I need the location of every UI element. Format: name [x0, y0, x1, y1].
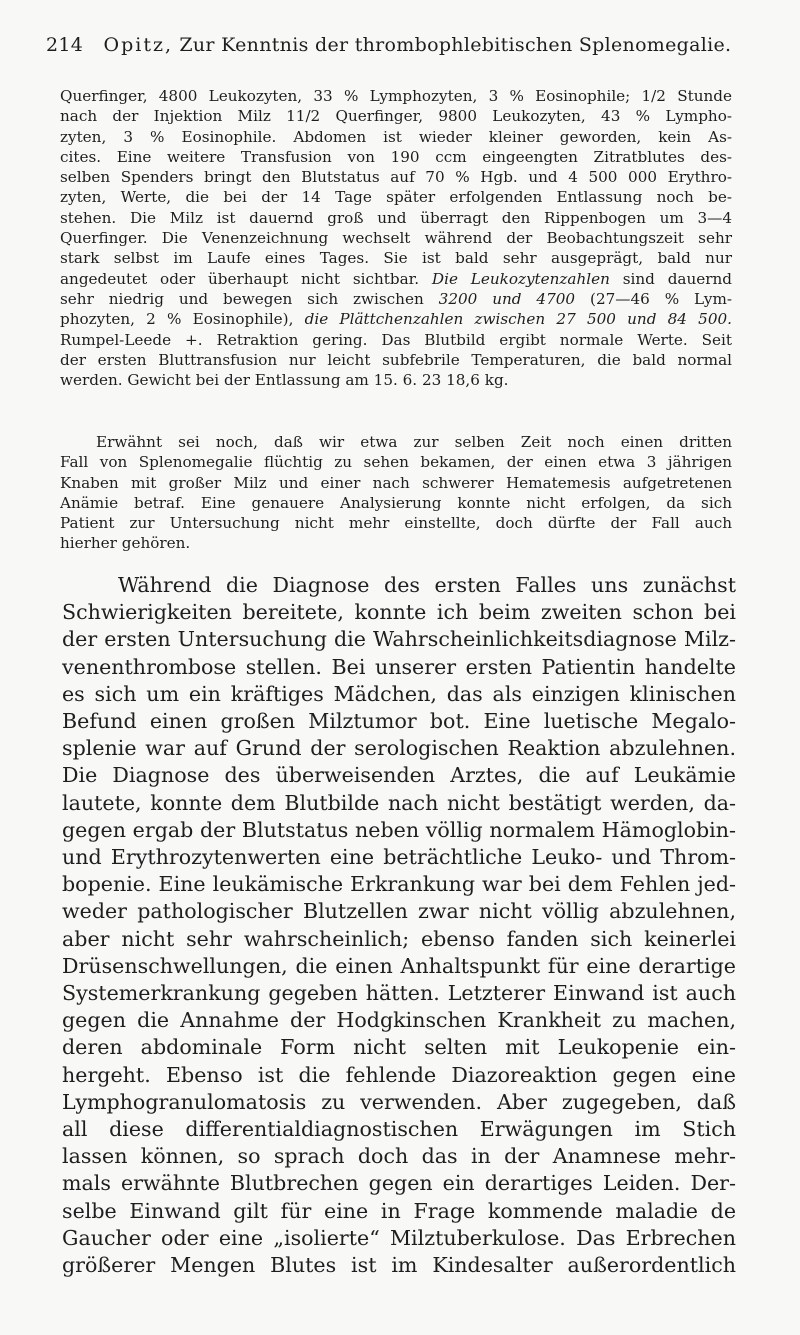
text-line: hierher gehören.: [60, 534, 191, 553]
text-line: Rumpel-Leede +. Retraktion gering. Das Blutbild ergibt normale Werte. Seit: [60, 330, 732, 349]
text-line: Querfinger, 4800 Leukozyten, 33 % Lymphozyten, 3 % Eosinophile; 1/2 Stunde: [60, 87, 732, 105]
text-line: [60, 309, 732, 329]
text-line: selbe Einwand gilt für eine in Frage kommende maladie de: [62, 1198, 736, 1223]
text-line: Während die Diagnose des ersten Falles uns zunächst: [118, 573, 736, 597]
text-line: selben Spenders bringt den Blutstatus auf 70 % Hgb. und 4 500 000 Erythro-: [60, 168, 732, 187]
text-line: stark selbst im Laufe eines Tages. Sie ist bald sehr ausgeprägt, bald nur: [60, 249, 732, 268]
text-line: weder pathologischer Blutzellen zwar nicht völlig abzulehnen,: [62, 899, 736, 924]
text-line: werden. Gewicht bei der Entlassung am 15. 6. 23 18,6 kg.: [60, 371, 509, 390]
emphasis-segment: Die Leukozytenzahlen: [431, 269, 610, 288]
header-author: Opitz,: [103, 34, 174, 56]
text-line: lassen können, so sprach doch das in der Anamnese mehr-: [62, 1144, 736, 1169]
text-line: und Erythrozytenwerten eine beträchtliche Leuko- und Throm-: [62, 845, 736, 870]
text-segment: phozyten, 2 % Eosinophile),: [60, 310, 294, 329]
text-line: aber nicht sehr wahrscheinlich; ebenso fanden sich keinerlei: [62, 926, 736, 951]
text-line: Lymphogranulomatosis zu verwenden. Aber zugegeben, daß: [62, 1089, 736, 1114]
text-line: zyten, Werte, die bei der 14 Tage später erfolgenden Entlassung noch be-: [60, 188, 732, 207]
text-line: zyten, 3 % Eosinophile. Abdomen ist wieder kleiner geworden, kein As-: [60, 127, 732, 146]
text-segment: (27—46 % Lym-: [590, 289, 732, 308]
emphasis-segment: die Plättchenzahlen zwischen 27 500 und 84 500.: [304, 310, 732, 329]
text-line: der ersten Untersuchung die Wahrscheinlichkeitsdiagnose Milz-: [62, 627, 736, 652]
running-header: [46, 34, 746, 56]
body-paragraph: [62, 572, 736, 1279]
text-line: es sich um ein kräftiges Mädchen, das als einzigen klinischen: [62, 681, 736, 706]
text-line: deren abdominale Form nicht selten mit Leukopenie ein-: [62, 1035, 736, 1060]
text-line: Patient zur Untersuchung nicht mehr einstellte, doch dürfte der Fall auch: [60, 514, 732, 533]
text-line: Knaben mit großer Milz und einer nach schwerer Hematemesis aufgetretenen: [60, 473, 732, 492]
text-line: [60, 269, 732, 289]
header-title: Zur Kenntnis der thrombophlebitischen Splenomegalie.: [179, 34, 732, 56]
text-line: gegen ergab der Blutstatus neben völlig normalem Hämoglobin-: [62, 817, 736, 842]
text-line: Fall von Splenomegalie flüchtig zu sehen bekamen, der einen etwa 3 jährigen: [60, 453, 732, 472]
text-line: gegen die Annahme der Hodgkinschen Krankheit zu machen,: [62, 1008, 736, 1033]
text-line: cites. Eine weitere Transfusion von 190 ccm eingeengten Zitratblutes des-: [60, 147, 732, 166]
page-number: 214: [46, 34, 84, 56]
emphasis-segment: 3200 und 4700: [438, 289, 576, 308]
text-line: Erwähnt sei noch, daß wir etwa zur selben Zeit noch einen dritten: [96, 433, 732, 451]
text-line: hergeht. Ebenso ist die fehlende Diazoreaktion gegen eine: [62, 1062, 736, 1087]
text-line: stehen. Die Milz ist dauernd groß und überragt den Rippenbogen um 3—4: [60, 208, 732, 227]
text-line: Drüsenschwellungen, die einen Anhaltspunkt für eine derartige: [62, 953, 736, 978]
text-line: mals erwähnte Blutbrechen gegen ein derartiges Leiden. Der-: [62, 1171, 736, 1196]
text-line: Die Diagnose des überweisenden Arztes, die auf Leukämie: [62, 763, 736, 788]
text-segment: sind dauernd: [622, 269, 733, 288]
text-segment: sehr niedrig und bewegen sich zwischen: [60, 289, 424, 308]
note-paragraph: [60, 432, 732, 554]
text-line: der ersten Bluttransfusion nur leicht subfebrile Temperaturen, die bald normal: [60, 350, 732, 369]
text-line: all diese differentialdiagnostischen Erwägungen im Stich: [62, 1117, 736, 1142]
text-line: venenthrombose stellen. Bei unserer ersten Patientin handelte: [62, 654, 736, 679]
text-line: Querfinger. Die Venenzeichnung wechselt während der Beobachtungszeit sehr: [60, 229, 732, 248]
text-line: [60, 289, 732, 309]
text-line: lautete, konnte dem Blutbilde nach nicht bestätigt werden, da-: [62, 790, 736, 815]
text-line: Systemerkrankung gegeben hätten. Letzterer Einwand ist auch: [62, 981, 736, 1006]
text-line: Schwierigkeiten bereitete, konnte ich beim zweiten schon bei: [62, 600, 736, 625]
text-line: Befund einen großen Milztumor bot. Eine luetische Megalo-: [62, 709, 736, 734]
text-line: Gaucher oder eine „isolierte“ Milztuberkulose. Das Erbrechen: [62, 1225, 736, 1250]
text-segment: angedeutet oder überhaupt nicht sichtbar.: [60, 269, 420, 288]
text-line: nach der Injektion Milz 11/2 Querfinger, 9800 Leukozyten, 43 % Lympho-: [60, 107, 732, 126]
text-line: Anämie betraf. Eine genauere Analysierung konnte nicht erfolgen, da sich: [60, 493, 732, 512]
text-line: größerer Mengen Blutes ist im Kindesalter außerordentlich: [62, 1253, 736, 1278]
case-report-paragraph: [60, 86, 732, 390]
text-line: bopenie. Eine leukämische Erkrankung war bei dem Fehlen jed-: [62, 872, 736, 897]
text-line: splenie war auf Grund der serologischen Reaktion abzulehnen.: [62, 736, 736, 761]
